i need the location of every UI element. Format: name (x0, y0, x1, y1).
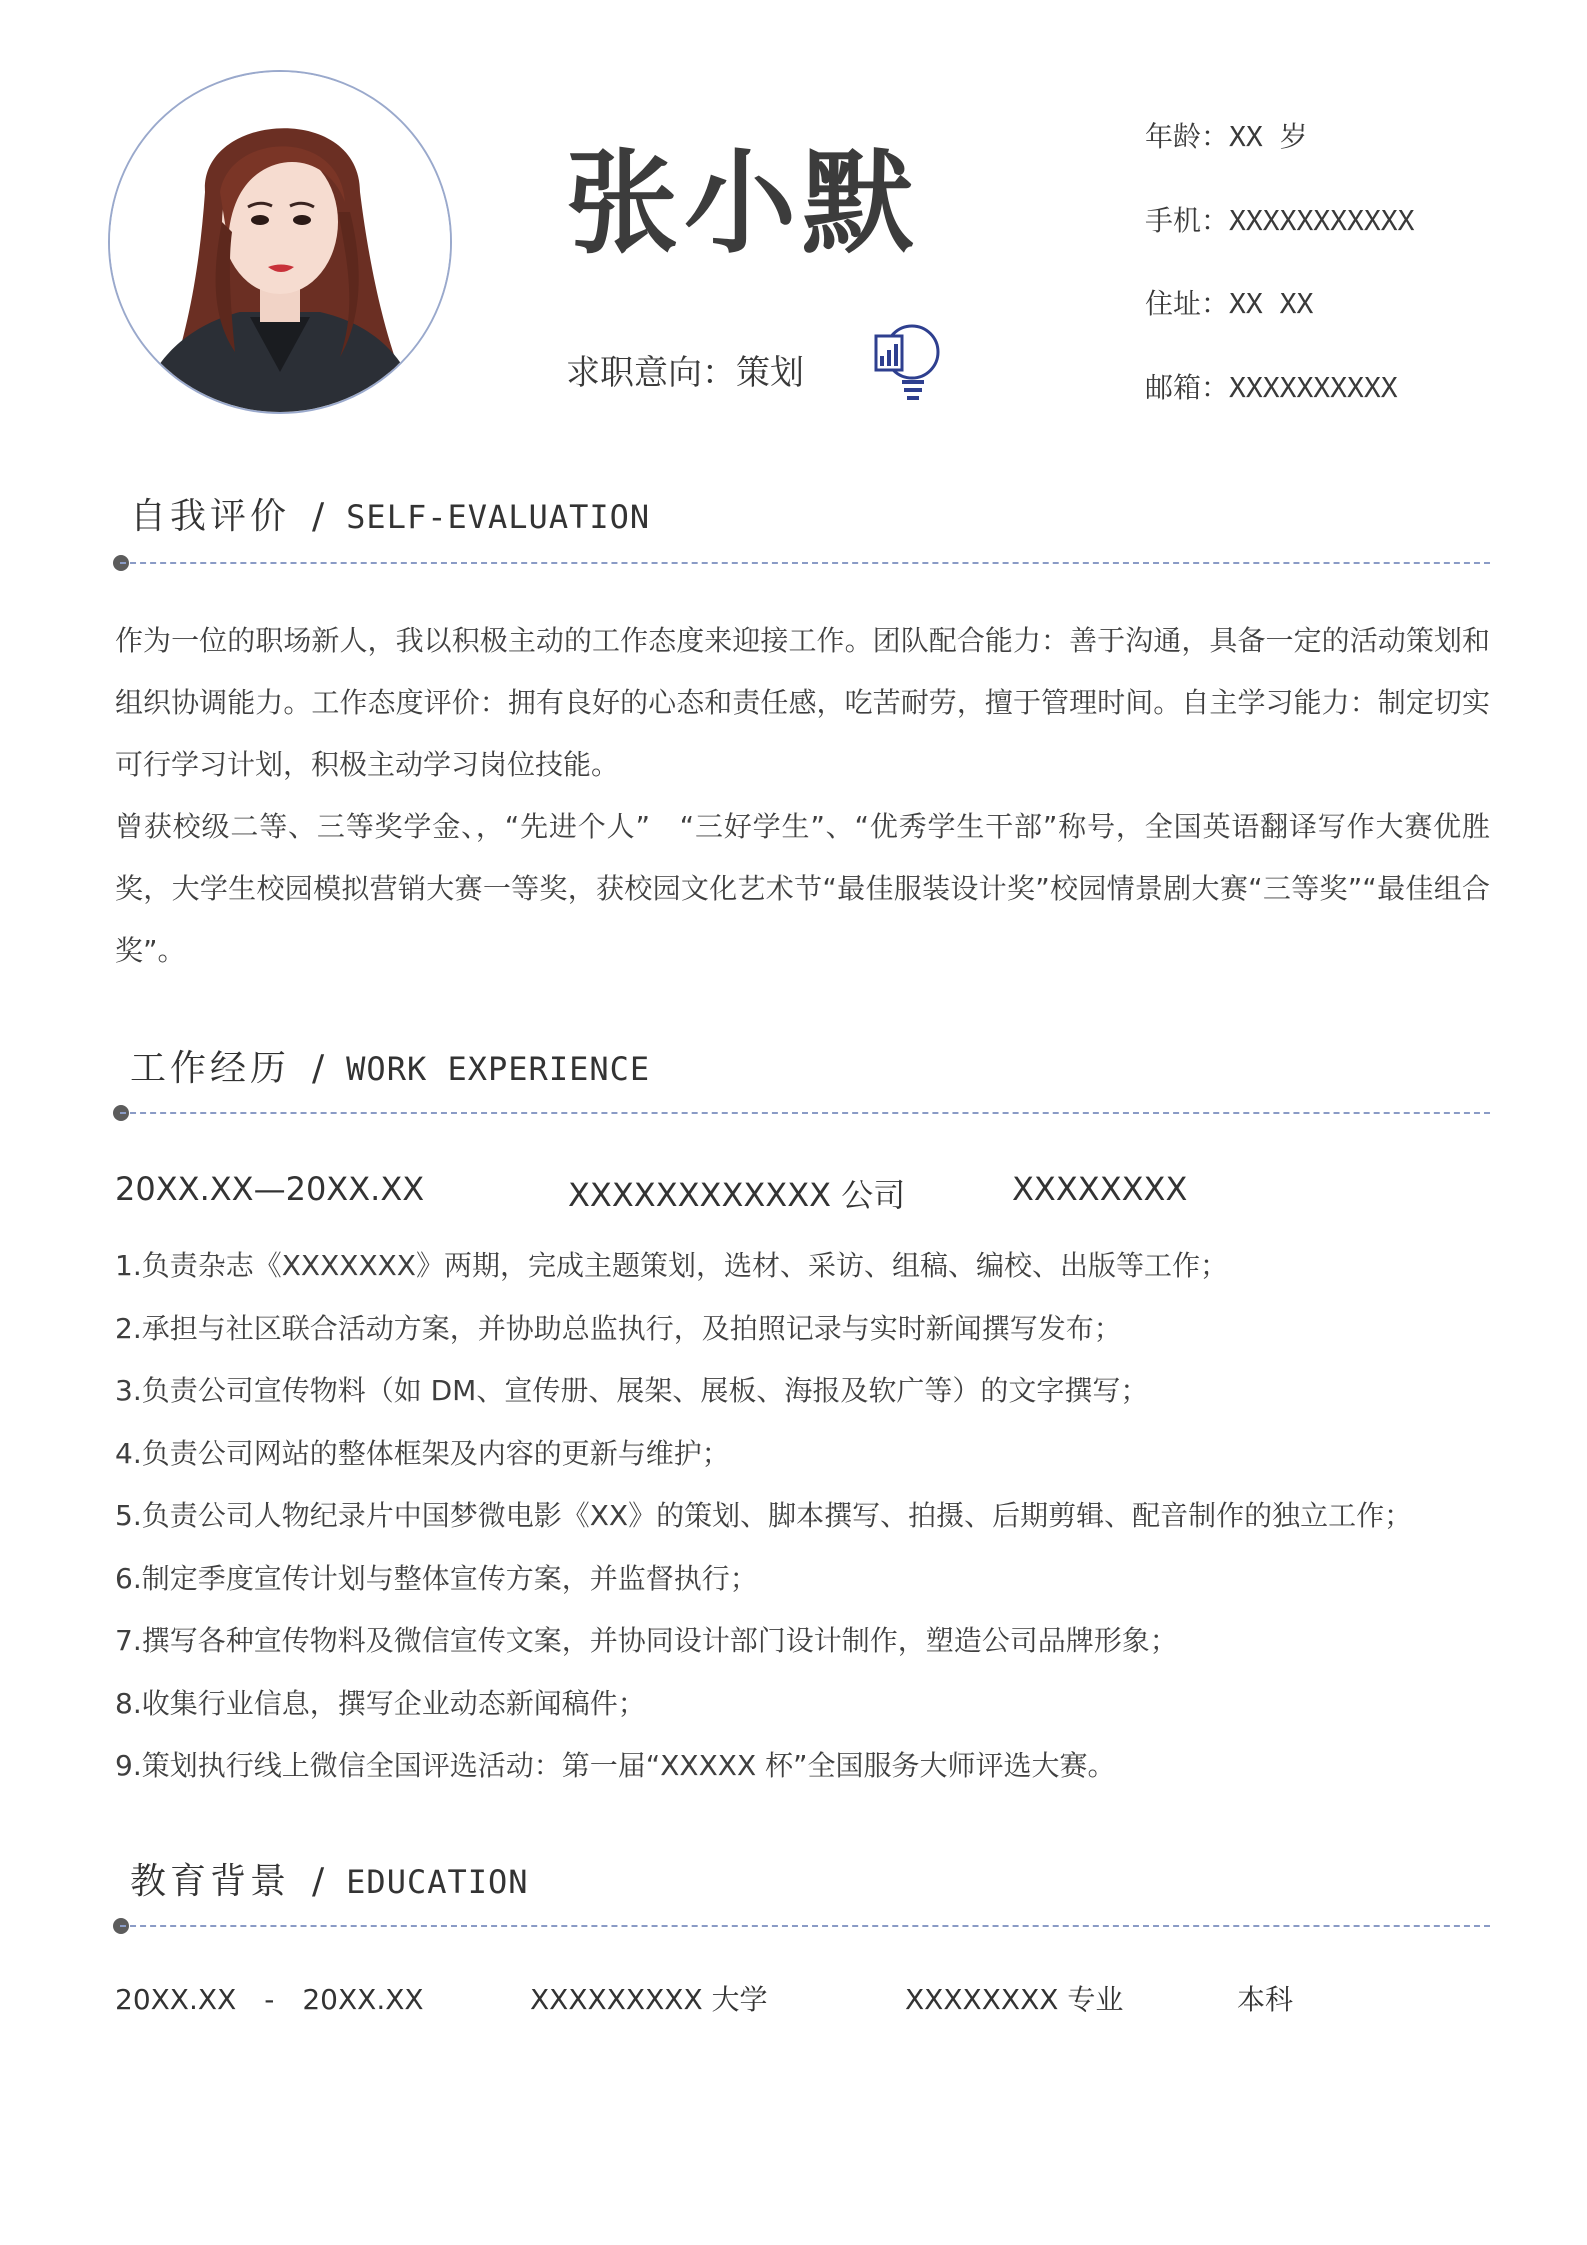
list-item: 6.制定季度宣传计划与整体宣传方案，并监督执行； (115, 1561, 758, 1595)
section-divider (120, 562, 1490, 564)
education-row (115, 1978, 1515, 2018)
job-duties (115, 1235, 1495, 1798)
avatar (108, 70, 452, 414)
list-item: 4.负责公司网站的整体框架及内容的更新与维护； (115, 1436, 730, 1470)
section-title-work-experience: 工作经历 / WORK EXPERIENCE (130, 1048, 651, 1089)
job-intent (566, 345, 804, 394)
list-item: 1.负责杂志《XXXXXXX》两期，完成主题策划，选材、采访、组稿、编校、出版等工作； (115, 1249, 1228, 1282)
education-period: 20XX.XX - 20XX.XX (115, 1983, 424, 2016)
self-evaluation-paragraph: 作为一位的职场新人，我以积极主动的工作态度来迎接工作。团队配合能力：善于沟通，具备一定的活动策划和组织协调能力。工作态度评价：拥有良好的心态和责任感，吃苦耐劳，擅于管理时间。自主学习能力：制定切实可行学习计划，积极主动学习岗位技能。 (115, 624, 1490, 781)
list-item: 5.负责公司人物纪录片中国梦微电影《XX》的策划、脚本撰写、拍摄、后期剪辑、配音制作的独立工作； (115, 1499, 1413, 1532)
education-degree: 本科 (1237, 1983, 1294, 2016)
section-title-education: 教育背景 / EDUCATION (130, 1861, 529, 1902)
self-evaluation-paragraph: 曾获校级二等、三等奖学金、，“先进个人” “三好学生”、“优秀学生干部”称号，全国英语翻译写作大赛优胜奖，大学生校园模拟营销大赛一等奖，获校园文化艺术节“最佳服装设计奖”校园情景剧大赛“三等奖”“最佳组合奖”。 (115, 810, 1490, 967)
list-item: 8.收集行业信息，撰写企业动态新闻稿件； (115, 1686, 646, 1720)
list-item: 3.负责公司宣传物料（如 DM、宣传册、展架、展板、海报及软广等）的文字撰写； (115, 1374, 1149, 1407)
contact-age: 年龄：XX 岁 (1145, 120, 1308, 153)
job-intent-label: 求职意向： (566, 353, 736, 393)
candidate-name: 张小默 (566, 139, 920, 269)
self-evaluation-text (115, 610, 1490, 982)
education-school: XXXXXXXXX 大学 (530, 1983, 768, 2016)
list-item: 7.撰写各种宣传物料及微信宣传文案，并协同设计部门设计制作，塑造公司品牌形象； (115, 1624, 1178, 1657)
contact-address: 住址：XX XX (1145, 287, 1314, 320)
list-item: 9.策划执行线上微信全国评选活动：第一届“XXXXX 杯”全国服务大师评选大赛。 (115, 1749, 1116, 1782)
education-major: XXXXXXXX 专业 (905, 1983, 1124, 2016)
contact-phone: 手机：XXXXXXXXXXX (1145, 204, 1415, 237)
lightbulb-chart-icon (870, 318, 942, 402)
section-divider (120, 1112, 1490, 1114)
portrait-illustration (110, 72, 450, 412)
job-intent-value: 策划 (736, 353, 804, 393)
job-period: 20XX.XX—20XX.XX (115, 1170, 425, 1208)
list-item: 2.承担与社区联合活动方案，并协助总监执行，及拍照记录与实时新闻撰写发布； (115, 1311, 1122, 1345)
job-position: XXXXXXXX (1012, 1170, 1188, 1208)
section-title-self-evaluation: 自我评价 / SELF-EVALUATION (130, 496, 651, 537)
section-divider (120, 1925, 1490, 1927)
job-company: XXXXXXXXXXXX 公司 (568, 1176, 906, 1214)
contact-email: 邮箱：XXXXXXXXXX (1145, 371, 1398, 404)
